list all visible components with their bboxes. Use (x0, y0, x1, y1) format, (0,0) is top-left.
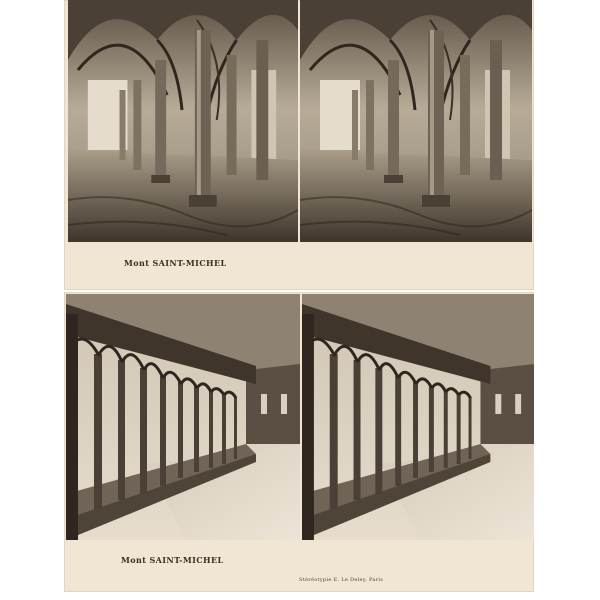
stereo-card-top (64, 0, 534, 290)
card-caption: Mont SAINT-MICHEL (121, 555, 224, 565)
vaulted-hall-photo-right (300, 0, 532, 242)
vaulted-hall-photo-left (68, 0, 298, 242)
publisher-credit: Stéréotypie E. Le Deley, Paris (299, 577, 384, 583)
card-caption: Mont SAINT-MICHEL (124, 258, 227, 268)
cloister-arcade-photo-right (302, 294, 534, 540)
stereo-card-bottom (64, 292, 534, 592)
cloister-arcade-photo-left (66, 294, 300, 540)
